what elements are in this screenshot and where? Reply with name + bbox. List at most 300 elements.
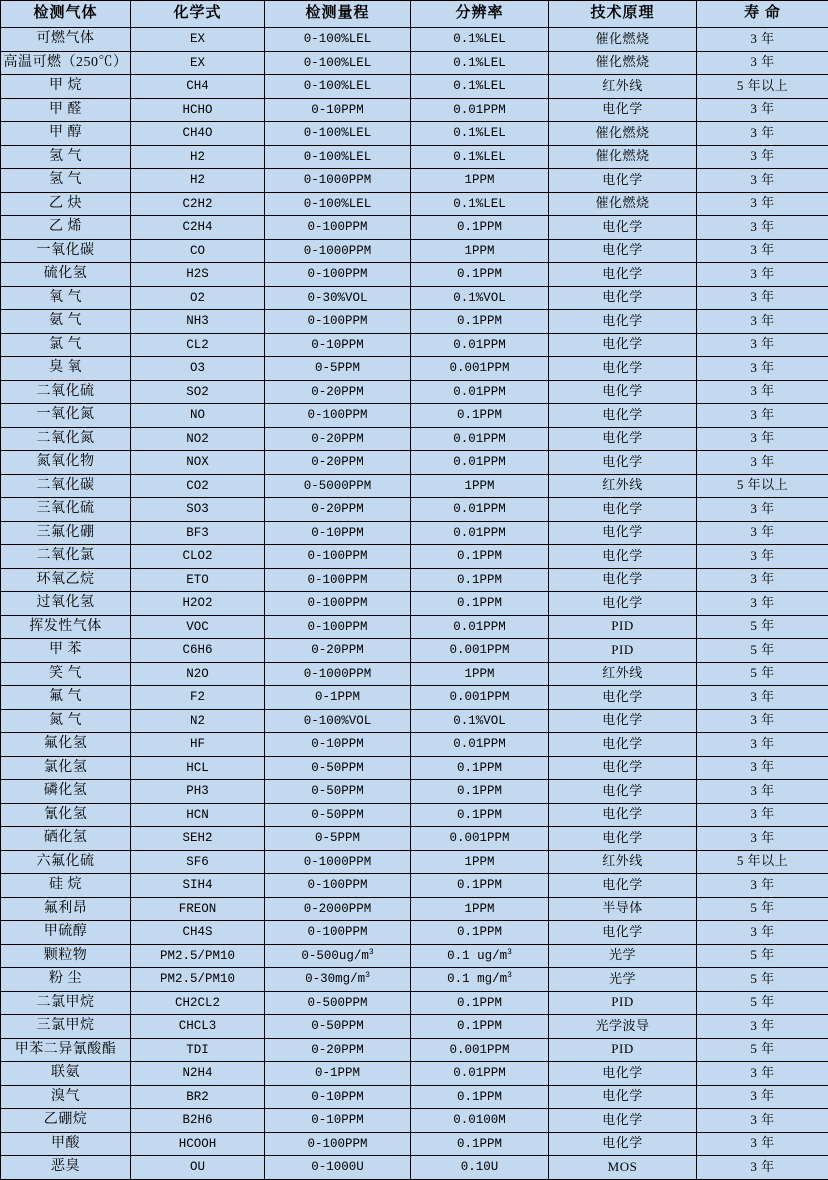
- cell-gas-name: 溴气: [1, 1085, 131, 1109]
- table-row: [1, 216, 828, 240]
- cell-range: 0-10PPM: [265, 333, 411, 357]
- cell-technology: 电化学: [549, 498, 697, 522]
- cell-lifetime: 3 年: [697, 545, 828, 569]
- cell-formula: HF: [131, 733, 265, 757]
- cell-formula: C2H4: [131, 216, 265, 240]
- table-row: [1, 1062, 828, 1086]
- cell-resolution: 0.01PPM: [411, 498, 549, 522]
- cell-gas-name: 一氧化碳: [1, 239, 131, 263]
- cell-technology: 电化学: [549, 169, 697, 193]
- table-row: [1, 1156, 828, 1180]
- cell-technology: 电化学: [549, 310, 697, 334]
- cell-technology: 电化学: [549, 733, 697, 757]
- cell-range: 0-1000PPM: [265, 850, 411, 874]
- cell-gas-name: 高温可燃（250℃）: [1, 51, 131, 75]
- cell-range: 0-20PPM: [265, 380, 411, 404]
- cell-resolution: 0.01PPM: [411, 333, 549, 357]
- cell-technology: 光学: [549, 944, 697, 968]
- table-row: [1, 615, 828, 639]
- cell-formula: C6H6: [131, 639, 265, 663]
- cell-range: 0-100PPM: [265, 263, 411, 287]
- cell-resolution: 0.1PPM: [411, 263, 549, 287]
- table-row: [1, 286, 828, 310]
- cell-technology: 红外线: [549, 75, 697, 99]
- cell-formula: PM2.5/PM10: [131, 944, 265, 968]
- cell-technology: 电化学: [549, 1109, 697, 1133]
- cell-range: 0-100%LEL: [265, 122, 411, 146]
- cell-range: 0-100PPM: [265, 615, 411, 639]
- cell-technology: 电化学: [549, 874, 697, 898]
- cell-lifetime: 3 年: [697, 686, 828, 710]
- cell-gas-name: 甲 醛: [1, 98, 131, 122]
- cell-lifetime: 3 年: [697, 28, 828, 52]
- cell-range: 0-1000U: [265, 1156, 411, 1180]
- cell-technology: 红外线: [549, 662, 697, 686]
- cell-resolution: 0.01PPM: [411, 1062, 549, 1086]
- cell-lifetime: 3 年: [697, 357, 828, 381]
- cell-formula: HCHO: [131, 98, 265, 122]
- cell-resolution: 0.1%LEL: [411, 28, 549, 52]
- cell-formula: C2H2: [131, 192, 265, 216]
- cell-technology: 电化学: [549, 592, 697, 616]
- cell-gas-name: 可燃气体: [1, 28, 131, 52]
- cell-formula: BF3: [131, 521, 265, 545]
- cell-gas-name: 甲 苯: [1, 639, 131, 663]
- cell-range: 0-1000PPM: [265, 662, 411, 686]
- cell-range: 0-5000PPM: [265, 474, 411, 498]
- cell-resolution: 0.1PPM: [411, 874, 549, 898]
- cell-lifetime: 5 年: [697, 968, 828, 992]
- cell-formula: NOX: [131, 451, 265, 475]
- table-body: [1, 28, 828, 1180]
- cell-resolution: 0.1PPM: [411, 1085, 549, 1109]
- cell-lifetime: 3 年: [697, 780, 828, 804]
- cell-range: 0-1000PPM: [265, 169, 411, 193]
- table-row: [1, 897, 828, 921]
- cell-technology: 电化学: [549, 803, 697, 827]
- cell-resolution: 0.1PPM: [411, 780, 549, 804]
- cell-technology: 催化燃烧: [549, 145, 697, 169]
- cell-lifetime: 3 年: [697, 874, 828, 898]
- cell-lifetime: 5 年: [697, 944, 828, 968]
- cell-gas-name: 氟利昂: [1, 897, 131, 921]
- cell-lifetime: 3 年: [697, 756, 828, 780]
- table-row: [1, 75, 828, 99]
- cell-resolution: 0.1%VOL: [411, 709, 549, 733]
- cell-range: 0-5PPM: [265, 827, 411, 851]
- cell-range: 0-10PPM: [265, 521, 411, 545]
- cell-range: 0-50PPM: [265, 1015, 411, 1039]
- cell-range: 0-1PPM: [265, 1062, 411, 1086]
- table-row: [1, 145, 828, 169]
- cell-formula: EX: [131, 28, 265, 52]
- cell-technology: 电化学: [549, 780, 697, 804]
- cell-resolution: 0.01PPM: [411, 733, 549, 757]
- table-row: [1, 333, 828, 357]
- cell-lifetime: 3 年: [697, 404, 828, 428]
- cell-resolution: 0.01PPM: [411, 451, 549, 475]
- cell-range: 0-10PPM: [265, 1109, 411, 1133]
- cell-resolution: 0.001PPM: [411, 639, 549, 663]
- cell-range: 0-2000PPM: [265, 897, 411, 921]
- cell-formula: CH4: [131, 75, 265, 99]
- table-row: [1, 592, 828, 616]
- table-row: [1, 451, 828, 475]
- cell-resolution: 0.1PPM: [411, 1015, 549, 1039]
- cell-resolution: 0.10U: [411, 1156, 549, 1180]
- cell-formula: O2: [131, 286, 265, 310]
- cell-technology: 电化学: [549, 239, 697, 263]
- cell-technology: 电化学: [549, 404, 697, 428]
- table-row: [1, 1085, 828, 1109]
- cell-formula: FREON: [131, 897, 265, 921]
- cell-range: 0-20PPM: [265, 451, 411, 475]
- cell-lifetime: 3 年: [697, 1062, 828, 1086]
- table-row: [1, 662, 828, 686]
- cell-gas-name: 臭 氧: [1, 357, 131, 381]
- cell-formula: TDI: [131, 1038, 265, 1062]
- cell-gas-name: 粉 尘: [1, 968, 131, 992]
- cell-technology: 电化学: [549, 427, 697, 451]
- table-row: [1, 991, 828, 1015]
- cell-lifetime: 3 年: [697, 521, 828, 545]
- cell-gas-name: 硫化氢: [1, 263, 131, 287]
- cell-formula: SF6: [131, 850, 265, 874]
- cell-resolution: 0.0100M: [411, 1109, 549, 1133]
- cell-lifetime: 5 年以上: [697, 850, 828, 874]
- cell-lifetime: 5 年: [697, 897, 828, 921]
- cell-formula: F2: [131, 686, 265, 710]
- cell-formula: EX: [131, 51, 265, 75]
- cell-technology: 电化学: [549, 451, 697, 475]
- cell-range: 0-100%LEL: [265, 28, 411, 52]
- table-row: [1, 521, 828, 545]
- cell-lifetime: 3 年: [697, 498, 828, 522]
- table-row: [1, 850, 828, 874]
- cell-resolution: 0.01PPM: [411, 98, 549, 122]
- cell-formula: NO: [131, 404, 265, 428]
- cell-resolution: 0.1 $ug/m^3$: [411, 944, 549, 968]
- cell-technology: PID: [549, 615, 697, 639]
- cell-lifetime: 3 年: [697, 98, 828, 122]
- cell-resolution: 0.001PPM: [411, 827, 549, 851]
- table-row: [1, 122, 828, 146]
- cell-gas-name: 二氧化碳: [1, 474, 131, 498]
- cell-formula: NO2: [131, 427, 265, 451]
- cell-lifetime: 5 年: [697, 615, 828, 639]
- cell-gas-name: 乙硼烷: [1, 1109, 131, 1133]
- column-header-resolution: 分辨率: [411, 1, 549, 28]
- cell-gas-name: 三氧化硫: [1, 498, 131, 522]
- cell-resolution: 0.1%LEL: [411, 75, 549, 99]
- cell-technology: 电化学: [549, 1132, 697, 1156]
- table-row: [1, 803, 828, 827]
- cell-range: 0-100PPM: [265, 921, 411, 945]
- cell-technology: 电化学: [549, 98, 697, 122]
- table-row: [1, 263, 828, 287]
- table-row: [1, 380, 828, 404]
- table-row: [1, 1038, 828, 1062]
- cell-resolution: 1PPM: [411, 897, 549, 921]
- cell-technology: 电化学: [549, 216, 697, 240]
- cell-gas-name: 磷化氢: [1, 780, 131, 804]
- table-row: [1, 169, 828, 193]
- cell-resolution: 0.1%LEL: [411, 122, 549, 146]
- cell-resolution: 0.01PPM: [411, 521, 549, 545]
- cell-gas-name: 一氧化氮: [1, 404, 131, 428]
- cell-resolution: 0.1PPM: [411, 404, 549, 428]
- cell-range: 0-20PPM: [265, 639, 411, 663]
- cell-formula: CH4O: [131, 122, 265, 146]
- cell-gas-name: 二氧化氯: [1, 545, 131, 569]
- cell-technology: 催化燃烧: [549, 122, 697, 146]
- cell-lifetime: 5 年: [697, 662, 828, 686]
- cell-technology: PID: [549, 639, 697, 663]
- column-header-formula: 化学式: [131, 1, 265, 28]
- cell-range: 0-20PPM: [265, 498, 411, 522]
- cell-gas-name: 氯 气: [1, 333, 131, 357]
- cell-range: 0-100PPM: [265, 404, 411, 428]
- cell-resolution: 0.1PPM: [411, 921, 549, 945]
- cell-formula: HCOOH: [131, 1132, 265, 1156]
- cell-range: 0-100%LEL: [265, 51, 411, 75]
- cell-technology: 催化燃烧: [549, 192, 697, 216]
- cell-technology: 电化学: [549, 686, 697, 710]
- cell-range: 0-10PPM: [265, 98, 411, 122]
- table-row: [1, 733, 828, 757]
- cell-gas-name: 氮氧化物: [1, 451, 131, 475]
- cell-range: 0-50PPM: [265, 756, 411, 780]
- cell-lifetime: 5 年以上: [697, 474, 828, 498]
- cell-lifetime: 3 年: [697, 380, 828, 404]
- cell-lifetime: 3 年: [697, 145, 828, 169]
- cell-lifetime: 5 年: [697, 1038, 828, 1062]
- cell-resolution: 0.1PPM: [411, 1132, 549, 1156]
- cell-gas-name: 氮 气: [1, 709, 131, 733]
- table-row: [1, 98, 828, 122]
- cell-lifetime: 3 年: [697, 733, 828, 757]
- cell-formula: N2O: [131, 662, 265, 686]
- cell-range: 0-30%VOL: [265, 286, 411, 310]
- cell-range: 0-100PPM: [265, 310, 411, 334]
- cell-resolution: 0.1%LEL: [411, 192, 549, 216]
- cell-formula: NH3: [131, 310, 265, 334]
- cell-range: $0-30mg/m^3$: [265, 968, 411, 992]
- table-row: [1, 568, 828, 592]
- cell-gas-name: 甲 醇: [1, 122, 131, 146]
- cell-gas-name: 氧 气: [1, 286, 131, 310]
- table-row: [1, 827, 828, 851]
- cell-technology: 电化学: [549, 286, 697, 310]
- table-row: [1, 874, 828, 898]
- cell-formula: H2O2: [131, 592, 265, 616]
- cell-formula: CH2CL2: [131, 991, 265, 1015]
- cell-formula: HCN: [131, 803, 265, 827]
- cell-gas-name: 联氨: [1, 1062, 131, 1086]
- cell-range: 0-100PPM: [265, 568, 411, 592]
- cell-resolution: 0.1PPM: [411, 545, 549, 569]
- cell-range: 0-20PPM: [265, 427, 411, 451]
- cell-formula: VOC: [131, 615, 265, 639]
- table-row: [1, 709, 828, 733]
- cell-range: 0-100PPM: [265, 874, 411, 898]
- table-row: [1, 192, 828, 216]
- cell-lifetime: 3 年: [697, 310, 828, 334]
- cell-resolution: 0.001PPM: [411, 1038, 549, 1062]
- cell-gas-name: 氰化氢: [1, 803, 131, 827]
- table-row: [1, 944, 828, 968]
- table-row: [1, 498, 828, 522]
- table-row: [1, 639, 828, 663]
- table-row: [1, 474, 828, 498]
- cell-technology: 电化学: [549, 709, 697, 733]
- cell-lifetime: 3 年: [697, 333, 828, 357]
- cell-formula: OU: [131, 1156, 265, 1180]
- cell-gas-name: 甲苯二异氰酸酯: [1, 1038, 131, 1062]
- cell-formula: SIH4: [131, 874, 265, 898]
- table-row: [1, 357, 828, 381]
- cell-resolution: 0.1PPM: [411, 756, 549, 780]
- cell-gas-name: 乙 烯: [1, 216, 131, 240]
- cell-gas-name: 乙 炔: [1, 192, 131, 216]
- cell-formula: CL2: [131, 333, 265, 357]
- cell-resolution: 0.1%LEL: [411, 145, 549, 169]
- cell-technology: 电化学: [549, 545, 697, 569]
- cell-formula: CO2: [131, 474, 265, 498]
- cell-formula: H2: [131, 145, 265, 169]
- cell-technology: 催化燃烧: [549, 28, 697, 52]
- table-row: [1, 404, 828, 428]
- cell-resolution: 0.1 $mg/m^3$: [411, 968, 549, 992]
- cell-gas-name: 氯化氢: [1, 756, 131, 780]
- cell-formula: HCL: [131, 756, 265, 780]
- cell-formula: CLO2: [131, 545, 265, 569]
- table-row: [1, 1132, 828, 1156]
- cell-resolution: 0.1PPM: [411, 592, 549, 616]
- cell-lifetime: 3 年: [697, 1132, 828, 1156]
- cell-technology: 光学波导: [549, 1015, 697, 1039]
- cell-resolution: 1PPM: [411, 662, 549, 686]
- cell-resolution: 0.1PPM: [411, 216, 549, 240]
- cell-resolution: 0.1PPM: [411, 991, 549, 1015]
- cell-resolution: 0.001PPM: [411, 357, 549, 381]
- cell-gas-name: 甲酸: [1, 1132, 131, 1156]
- cell-gas-name: 环氧乙烷: [1, 568, 131, 592]
- cell-range: 0-100PPM: [265, 545, 411, 569]
- cell-gas-name: 挥发性气体: [1, 615, 131, 639]
- cell-resolution: 0.01PPM: [411, 427, 549, 451]
- cell-technology: 红外线: [549, 850, 697, 874]
- cell-technology: 电化学: [549, 756, 697, 780]
- cell-formula: PH3: [131, 780, 265, 804]
- cell-gas-name: 甲 烷: [1, 75, 131, 99]
- cell-range: 0-100%LEL: [265, 75, 411, 99]
- table-row: [1, 28, 828, 52]
- cell-lifetime: 3 年: [697, 451, 828, 475]
- cell-gas-name: 二氧化硫: [1, 380, 131, 404]
- cell-lifetime: 3 年: [697, 1015, 828, 1039]
- cell-formula: CH4S: [131, 921, 265, 945]
- cell-formula: N2H4: [131, 1062, 265, 1086]
- cell-gas-name: 硒化氢: [1, 827, 131, 851]
- cell-technology: 电化学: [549, 521, 697, 545]
- table-row: [1, 780, 828, 804]
- cell-gas-name: 六氟化硫: [1, 850, 131, 874]
- cell-gas-name: 二氯甲烷: [1, 991, 131, 1015]
- cell-technology: 电化学: [549, 333, 697, 357]
- cell-technology: 电化学: [549, 263, 697, 287]
- table-row: [1, 756, 828, 780]
- cell-formula: PM2.5/PM10: [131, 968, 265, 992]
- cell-technology: 电化学: [549, 1062, 697, 1086]
- cell-resolution: 1PPM: [411, 850, 549, 874]
- cell-lifetime: 5 年以上: [697, 75, 828, 99]
- cell-gas-name: 硅 烷: [1, 874, 131, 898]
- cell-range: 0-10PPM: [265, 733, 411, 757]
- cell-gas-name: 恶臭: [1, 1156, 131, 1180]
- cell-formula: SO2: [131, 380, 265, 404]
- cell-technology: MOS: [549, 1156, 697, 1180]
- cell-range: 0-100%LEL: [265, 145, 411, 169]
- cell-resolution: 1PPM: [411, 474, 549, 498]
- cell-resolution: 0.01PPM: [411, 380, 549, 404]
- cell-formula: N2: [131, 709, 265, 733]
- cell-gas-name: 氟化氢: [1, 733, 131, 757]
- cell-technology: PID: [549, 1038, 697, 1062]
- cell-formula: B2H6: [131, 1109, 265, 1133]
- table-row: [1, 427, 828, 451]
- cell-lifetime: 3 年: [697, 709, 828, 733]
- cell-gas-name: 三氟化硼: [1, 521, 131, 545]
- cell-gas-name: 笑 气: [1, 662, 131, 686]
- cell-lifetime: 3 年: [697, 286, 828, 310]
- cell-range: 0-100PPM: [265, 592, 411, 616]
- table-row: [1, 921, 828, 945]
- cell-technology: 电化学: [549, 568, 697, 592]
- cell-gas-name: 氢 气: [1, 145, 131, 169]
- cell-lifetime: 3 年: [697, 169, 828, 193]
- column-header-gas: 检测气体: [1, 1, 131, 28]
- cell-lifetime: 3 年: [697, 803, 828, 827]
- cell-gas-name: 甲硫醇: [1, 921, 131, 945]
- cell-range: 0-5PPM: [265, 357, 411, 381]
- cell-technology: 电化学: [549, 827, 697, 851]
- cell-range: 0-50PPM: [265, 780, 411, 804]
- cell-resolution: 0.1PPM: [411, 310, 549, 334]
- cell-lifetime: 3 年: [697, 427, 828, 451]
- cell-lifetime: 5 年: [697, 991, 828, 1015]
- cell-gas-name: 三氯甲烷: [1, 1015, 131, 1039]
- table-row: [1, 310, 828, 334]
- table-row: [1, 51, 828, 75]
- table-header-row: [1, 1, 828, 28]
- cell-formula: H2: [131, 169, 265, 193]
- cell-technology: 电化学: [549, 921, 697, 945]
- cell-resolution: 1PPM: [411, 239, 549, 263]
- cell-formula: CHCL3: [131, 1015, 265, 1039]
- cell-range: 0-20PPM: [265, 1038, 411, 1062]
- cell-gas-name: 过氧化氢: [1, 592, 131, 616]
- cell-lifetime: 3 年: [697, 122, 828, 146]
- cell-range: 0-100PPM: [265, 216, 411, 240]
- cell-lifetime: 3 年: [697, 592, 828, 616]
- table-row: [1, 1015, 828, 1039]
- table-row: [1, 545, 828, 569]
- cell-technology: 电化学: [549, 380, 697, 404]
- cell-formula: BR2: [131, 1085, 265, 1109]
- cell-lifetime: 3 年: [697, 921, 828, 945]
- cell-technology: 红外线: [549, 474, 697, 498]
